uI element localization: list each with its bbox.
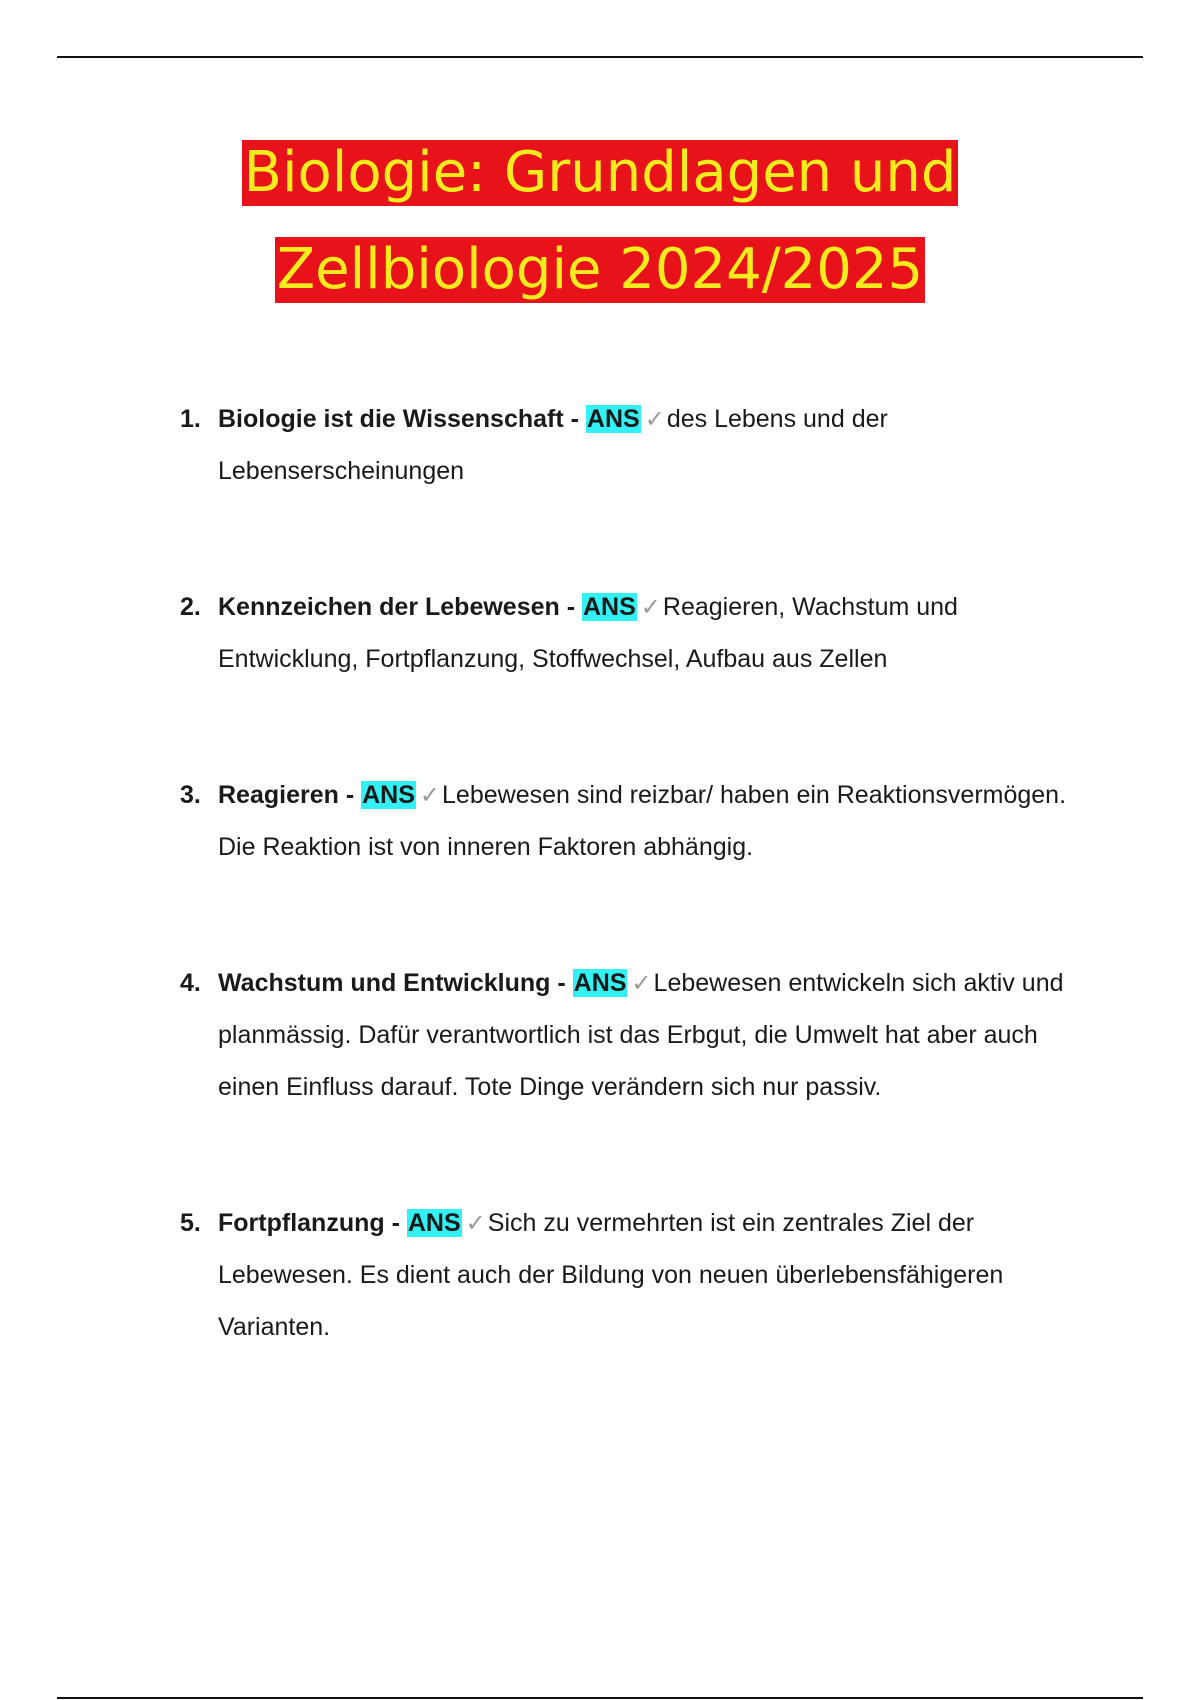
- document-title: [0, 140, 1200, 334]
- item-body: [218, 957, 1090, 1113]
- ans-label: ANS: [362, 781, 415, 809]
- header-rule: [57, 56, 1143, 58]
- qa-item-2: [180, 581, 1090, 685]
- question-text: Kennzeichen der Lebewesen -: [218, 593, 576, 621]
- item-number: 1.: [180, 405, 201, 433]
- item-body: [218, 393, 1090, 497]
- ans-label: ANS: [407, 1209, 461, 1237]
- answer-text: Reagieren, Wachstum und Entwicklung, Fortpflanzung, Stoffwechsel, Aufbau aus Zellen: [218, 593, 958, 673]
- item-body: [218, 581, 1090, 685]
- question-text: Biologie ist die Wissenschaft -: [218, 405, 579, 433]
- check-icon: ✓: [640, 593, 661, 621]
- qa-item-5: [180, 1197, 1090, 1353]
- item-number: 3.: [180, 781, 201, 809]
- qa-item-3: [180, 769, 1090, 873]
- check-icon: ✓: [465, 1209, 486, 1237]
- answer-text: Lebewesen sind reizbar/ haben ein Reaktionsvermögen. Die Reaktion ist von inneren Faktoren abhängig.: [218, 781, 1067, 861]
- check-icon: ✓: [631, 969, 652, 997]
- footer-rule: [57, 1697, 1143, 1699]
- answer-text: des Lebens und der Lebenserscheinungen: [218, 405, 888, 485]
- item-number: 5.: [180, 1209, 201, 1237]
- ans-label: ANS: [573, 969, 627, 997]
- question-text: Wachstum und Entwicklung -: [218, 969, 566, 997]
- title-line-2: Zellbiologie 2024/2025: [276, 237, 924, 302]
- item-body: [218, 769, 1090, 873]
- check-icon: ✓: [644, 405, 665, 433]
- item-number: 2.: [180, 593, 201, 621]
- check-icon: ✓: [419, 781, 441, 809]
- question-text: Fortpflanzung -: [218, 1209, 400, 1237]
- answer-text: Sich zu vermehrten ist ein zentrales Ziel der Lebewesen. Es dient auch der Bildung von neuen überlebensfähigeren Varianten.: [218, 1209, 1004, 1341]
- item-body: [218, 1197, 1090, 1353]
- question-text: Reagieren -: [218, 781, 355, 809]
- ans-label: ANS: [586, 405, 640, 433]
- qa-item-1: [180, 393, 1090, 497]
- item-number: 4.: [180, 969, 201, 997]
- ans-label: ANS: [583, 593, 636, 621]
- qa-item-4: [180, 957, 1090, 1113]
- title-line-1: Biologie: Grundlagen und: [243, 140, 957, 205]
- answer-text: Lebewesen entwickeln sich aktiv und planmässig. Dafür verantwortlich ist das Erbgut, die Umwelt hat aber auch einen Einfluss darauf. Tote Dinge verändern sich nur passiv.: [218, 969, 1064, 1101]
